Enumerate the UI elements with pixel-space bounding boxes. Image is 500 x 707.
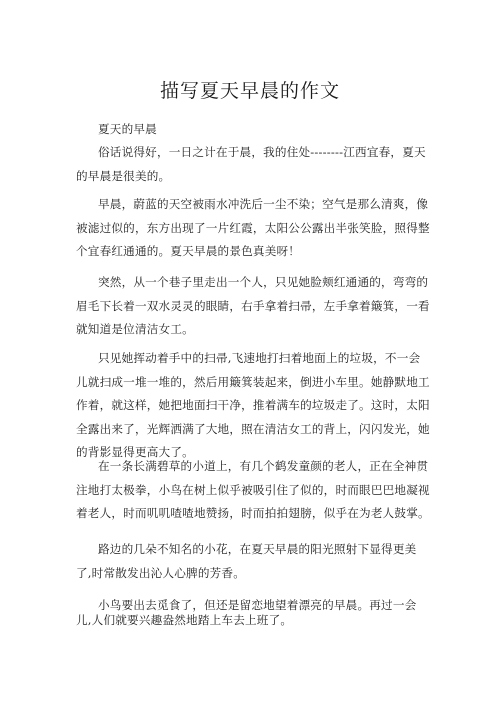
document-title: 描写夏天早晨的作文 [159,80,340,102]
paragraph-7: 小鸟要出去觅食了，但还是留恋地望着漂亮的早晨。再过一会儿,人们就要兴趣盎然地踏上车去上班了。 [76,598,417,627]
subtitle: 夏天的早晨 [98,122,157,136]
paragraph-3: 突然，从一个巷子里走出一个人，只见她脸颊红通通的，弯弯的眉毛下长着一双水灵灵的眼睛，右手拿着扫帚，左手拿着簸箕，一看就知道是位清洁女工。 [76,275,430,336]
paragraph-1-line-2: 的早晨是很美的。 [76,168,171,183]
paragraph-1 [76,141,432,188]
paragraph-1-line-1: 俗话说得好，一日之计在于晨，我的住处--------江西宜春，夏天 [98,145,426,159]
paragraph-2: 早晨，蔚蓝的天空被雨水冲洗后一尘不染；空气是那么清爽，像被滤过似的，东方出现了一片红霞，太阳公公露出半张笑脸，照得整个宜春红通通的。夏天早晨的景色真美呀！ [76,197,430,258]
paragraph-4: 只见她挥动着手中的扫帚,飞速地打扫着地面上的垃圾，不一会儿就扫成一堆一堆的，然后用簸箕装起来，倒进小车里。她静默地工作着，就这样，她把地面扫干净，推着满车的垃圾走了。这时，太阳全露出来了，光辉洒满了大地，照在清洁女工的背上，闪闪发光，她的背影显得更高大了。 [76,351,430,459]
paragraph-6: 路边的几朵不知名的小花，在夏天早晨的阳光照射下显得更美了,时常散发出沁人心脾的芳香。 [76,542,417,580]
paragraph-5: 在一条长满碧草的小道上，有几个鹤发童颜的老人，正在全神贯注地打太极拳，小鸟在树上似乎被吸引住了似的，时而眼巴巴地凝视着老人，时而叽叽喳喳地赞扬，时而拍拍翅膀，似乎在为老人鼓掌。 [76,459,430,520]
